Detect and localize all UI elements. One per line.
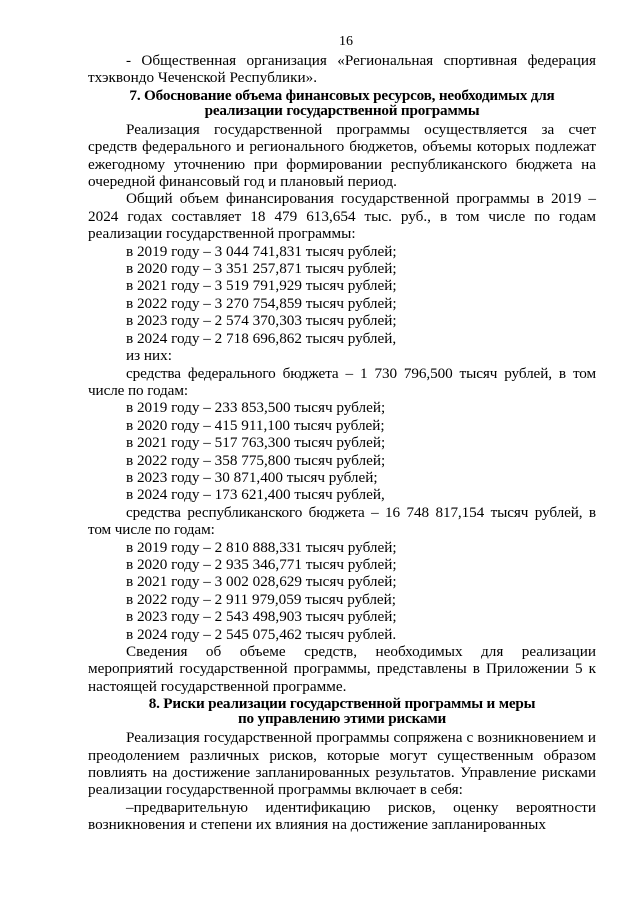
federal-by-year-list	[88, 399, 596, 503]
list-item: в 2021 году – 3 519 791,929 тысяч рублей;	[126, 277, 397, 295]
section-8-paragraph-2: –предварительную идентификацию рисков, оценку вероятности возникновения и степени их влияния на достижение запланированных	[88, 798, 596, 834]
section-7-heading-line-1: 7. Обоснование объема финансовых ресурсов, необходимых для	[129, 86, 555, 104]
list-item: в 2019 году – 2 810 888,331 тысяч рублей;	[126, 538, 397, 556]
list-item: в 2022 году – 358 775,800 тысяч рублей;	[126, 451, 386, 469]
list-item: в 2024 году – 173 621,400 тысяч рублей,	[126, 486, 385, 504]
section-8-heading-line-2: по управлению этими рисками	[237, 710, 447, 728]
section-7-paragraph-1: Реализация государственной программы осуществляется за счет средств федерального и регионального бюджетов, объемы которых подлежат ежегодному уточнению при формировании республиканского бюджета на очередной финансовый год и плановый период.	[88, 120, 596, 191]
list-item: в 2020 году – 2 935 346,771 тысяч рублей;	[126, 555, 397, 573]
list-item: в 2020 году – 415 911,100 тысяч рублей;	[126, 416, 385, 434]
appendix-reference-paragraph: Сведения об объеме средств, необходимых для реализации мероприятий государственной программы, представлены в Приложении 5 к настоящей государственной программе.	[88, 643, 596, 695]
section-7-paragraph-2: Общий объем финансирования государственной программы в 2019 – 2024 годах составляет 18 479 613,654 тыс. руб., в том числе по годам реализации государственной программы:	[88, 190, 596, 243]
list-item: в 2019 году – 233 853,500 тысяч рублей;	[126, 399, 386, 417]
of-them-label: из них:	[126, 347, 172, 365]
list-item: в 2024 году – 2 545 075,462 тысяч рублей.	[126, 625, 397, 643]
section-8-heading	[88, 696, 596, 726]
federal-budget-paragraph: средства федерального бюджета – 1 730 796,500 тысяч рублей, в том числе по годам:	[88, 364, 596, 399]
list-item: в 2020 году – 3 351 257,871 тысяч рублей;	[126, 260, 397, 278]
list-item: в 2021 году – 3 002 028,629 тысяч рублей;	[126, 573, 397, 591]
list-item: в 2023 году – 2 543 498,903 тысяч рублей;	[126, 608, 397, 626]
section-8-heading-line-1: 8. Риски реализации государственной программы и меры	[148, 695, 536, 713]
list-item: в 2024 году – 2 718 696,862 тысяч рублей,	[126, 329, 397, 347]
section-7-heading-line-2: реализации государственной программы	[204, 101, 480, 119]
republic-budget-paragraph: средства республиканского бюджета – 16 748 817,154 тысяч рублей, в том числе по годам:	[88, 503, 596, 539]
list-item: в 2023 году – 30 871,400 тысяч рублей;	[126, 468, 378, 486]
document-page	[88, 34, 596, 834]
list-item: в 2022 году – 3 270 754,859 тысяч рублей;	[126, 294, 397, 312]
section-8-paragraph-1: Реализация государственной программы сопряжена с возникновением и преодолением различных рисков, которые могут существенным образом повлиять на достижение запланированных результатов. Управление рисками реализации государственной программы включает в себя:	[88, 729, 596, 799]
total-by-year-list	[88, 243, 596, 347]
list-item: в 2019 году – 3 044 741,831 тысяч рублей;	[126, 242, 397, 260]
list-item: в 2022 году – 2 911 979,059 тысяч рублей;	[126, 590, 397, 608]
list-item: в 2021 году – 517 763,300 тысяч рублей;	[126, 434, 386, 452]
list-item: в 2023 году – 2 574 370,303 тысяч рублей;	[126, 312, 397, 330]
republic-by-year-list	[88, 539, 596, 643]
section-7-heading	[88, 88, 596, 118]
page-number: 16	[339, 34, 353, 49]
intro-paragraph: - Общественная организация «Региональная спортивная федерация тхэквондо Чеченской Республики».	[88, 52, 596, 87]
